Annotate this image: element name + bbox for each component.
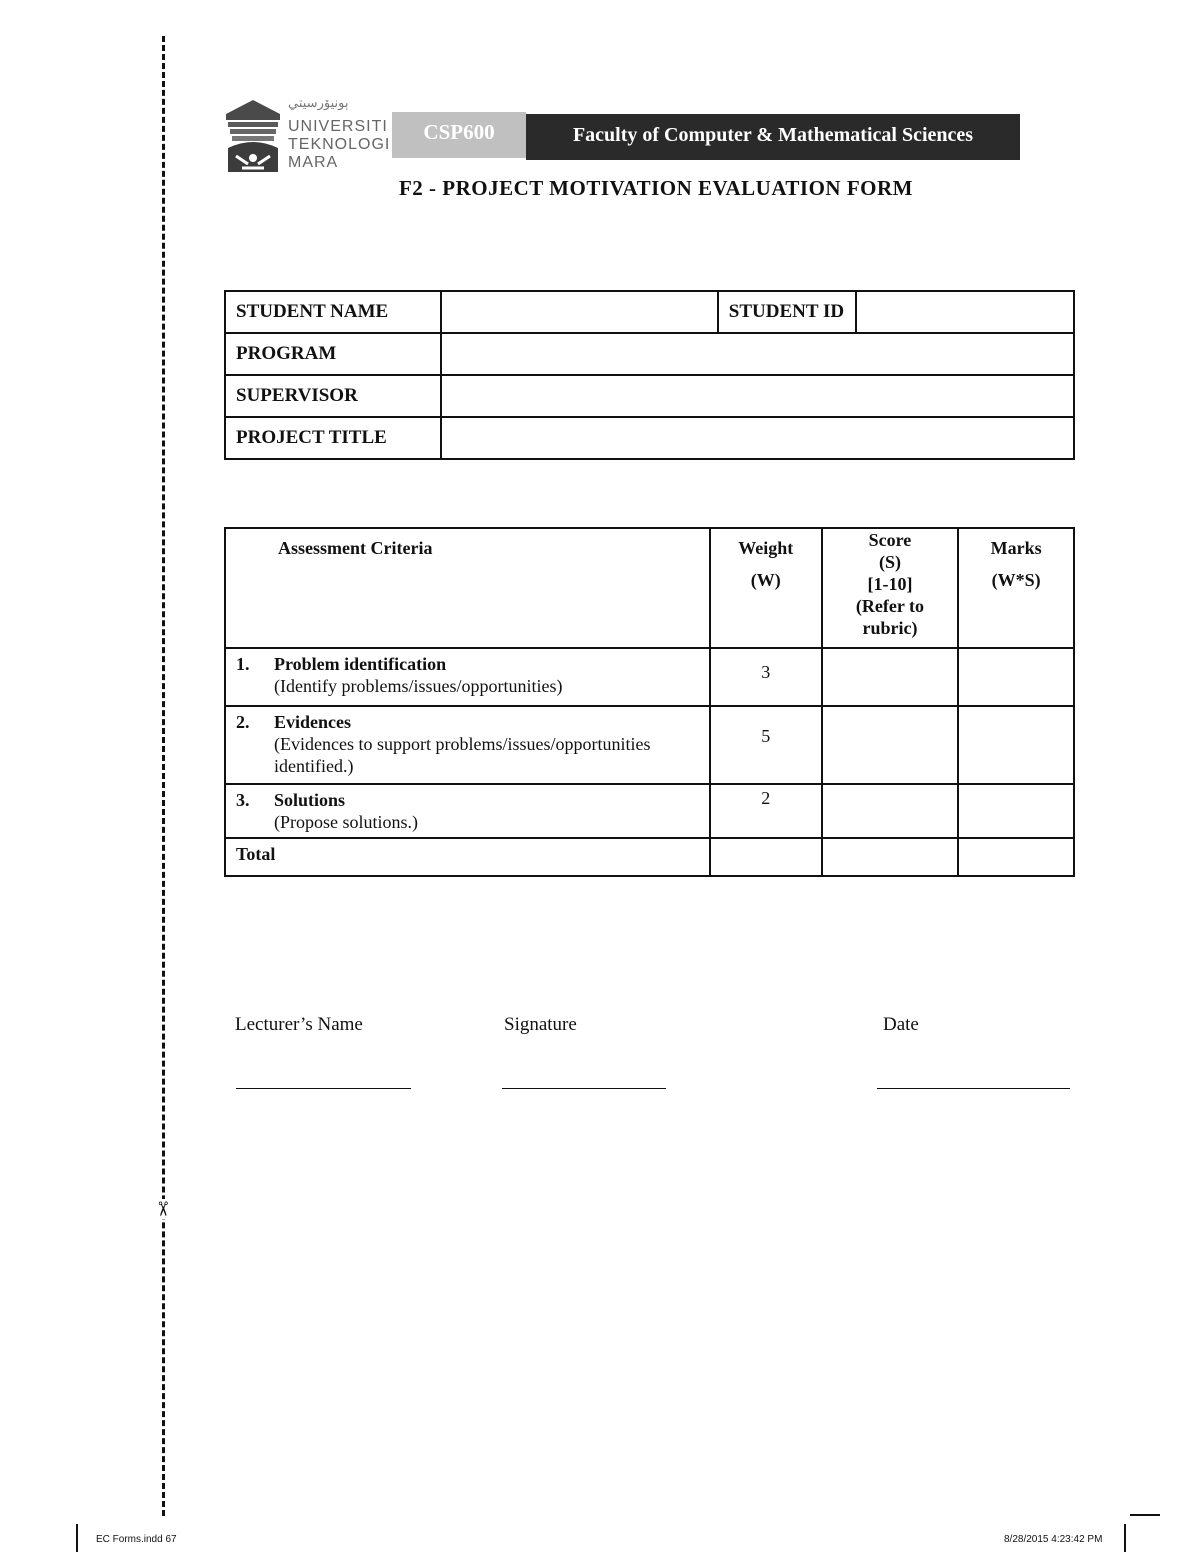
weight-cell: 5 <box>710 706 822 784</box>
cut-line <box>162 36 165 1516</box>
score-cell[interactable] <box>822 784 959 838</box>
score-cell[interactable] <box>822 648 959 706</box>
date-label: Date <box>883 1014 919 1035</box>
marks-cell[interactable] <box>958 784 1074 838</box>
university-script-name: ﯦﻮﻧﻴﯚﺭﺳﻴﺘﻲ <box>288 96 349 111</box>
student-info-table <box>224 290 1075 460</box>
criteria-number: 3. <box>236 790 250 810</box>
score-header-line: rubric) <box>862 618 918 638</box>
weight-cell: 2 <box>710 784 822 838</box>
table-row <box>225 648 1074 706</box>
marks-header-line: (W*S) <box>991 570 1041 590</box>
footer-filename: EC Forms.indd 67 <box>96 1534 177 1545</box>
weight-header-line: Weight <box>738 538 794 558</box>
university-line-2: TEKNOLOGI <box>288 136 391 153</box>
student-name-label: STUDENT NAME <box>225 291 441 333</box>
lecturer-name-line[interactable] <box>236 1088 411 1089</box>
project-title-field[interactable] <box>441 417 1074 459</box>
student-id-field[interactable] <box>856 291 1074 333</box>
total-marks-cell[interactable] <box>958 838 1074 876</box>
score-header <box>822 528 959 648</box>
supervisor-label: SUPERVISOR <box>225 375 441 417</box>
weight-header <box>710 528 822 648</box>
program-field[interactable] <box>441 333 1074 375</box>
table-row <box>225 706 1074 784</box>
lecturer-name-label: Lecturer’s Name <box>235 1014 363 1035</box>
total-score-cell[interactable] <box>822 838 959 876</box>
criteria-description: (Evidences to support problems/issues/opportunities identified.) <box>274 734 651 776</box>
faculty-banner: Faculty of Computer & Mathematical Sciences <box>526 114 1020 160</box>
scissors-icon: ✂ <box>151 1200 175 1218</box>
weight-header-line: (W) <box>750 570 781 590</box>
criteria-description: (Identify problems/issues/opportunities) <box>274 676 563 696</box>
marks-cell[interactable] <box>958 706 1074 784</box>
project-title-label: PROJECT TITLE <box>225 417 441 459</box>
score-cell[interactable] <box>822 706 959 784</box>
score-header-line: (S) <box>878 552 901 572</box>
program-label: PROGRAM <box>225 333 441 375</box>
university-line-1: UNIVERSITI <box>288 118 388 135</box>
total-weight-cell[interactable] <box>710 838 822 876</box>
marks-header-line: Marks <box>990 538 1042 558</box>
assessment-table <box>224 527 1075 877</box>
crop-mark <box>76 1524 78 1552</box>
criteria-title: Evidences <box>274 712 352 732</box>
criteria-number: 2. <box>236 712 250 732</box>
student-id-label: STUDENT ID <box>718 291 856 333</box>
signature-label: Signature <box>504 1014 577 1035</box>
uitm-emblem-icon <box>224 98 282 174</box>
score-header-line: (Refer to <box>855 596 925 616</box>
criteria-description: (Propose solutions.) <box>274 812 418 832</box>
crop-mark <box>1124 1524 1126 1552</box>
criteria-header: Assessment Criteria <box>225 528 710 648</box>
score-header-line: [1-10] <box>867 574 913 594</box>
criteria-title: Solutions <box>274 790 346 810</box>
crop-mark <box>1130 1514 1160 1516</box>
form-title: F2 - PROJECT MOTIVATION EVALUATION FORM <box>398 176 913 200</box>
signature-line[interactable] <box>502 1088 666 1089</box>
supervisor-field[interactable] <box>441 375 1074 417</box>
criteria-number: 1. <box>236 654 250 674</box>
weight-cell: 3 <box>710 648 822 706</box>
table-row <box>225 784 1074 838</box>
student-name-field[interactable] <box>441 291 718 333</box>
date-line[interactable] <box>877 1088 1070 1089</box>
uitm-logo <box>224 96 394 176</box>
footer-timestamp: 8/28/2015 4:23:42 PM <box>1004 1534 1103 1545</box>
criteria-title: Problem identification <box>274 654 447 674</box>
marks-header <box>958 528 1074 648</box>
university-line-3: MARA <box>288 154 339 171</box>
score-header-line: Score <box>868 530 912 550</box>
total-row <box>225 838 1074 876</box>
total-label: Total <box>225 838 710 876</box>
marks-cell[interactable] <box>958 648 1074 706</box>
course-code: CSP600 <box>392 112 526 158</box>
